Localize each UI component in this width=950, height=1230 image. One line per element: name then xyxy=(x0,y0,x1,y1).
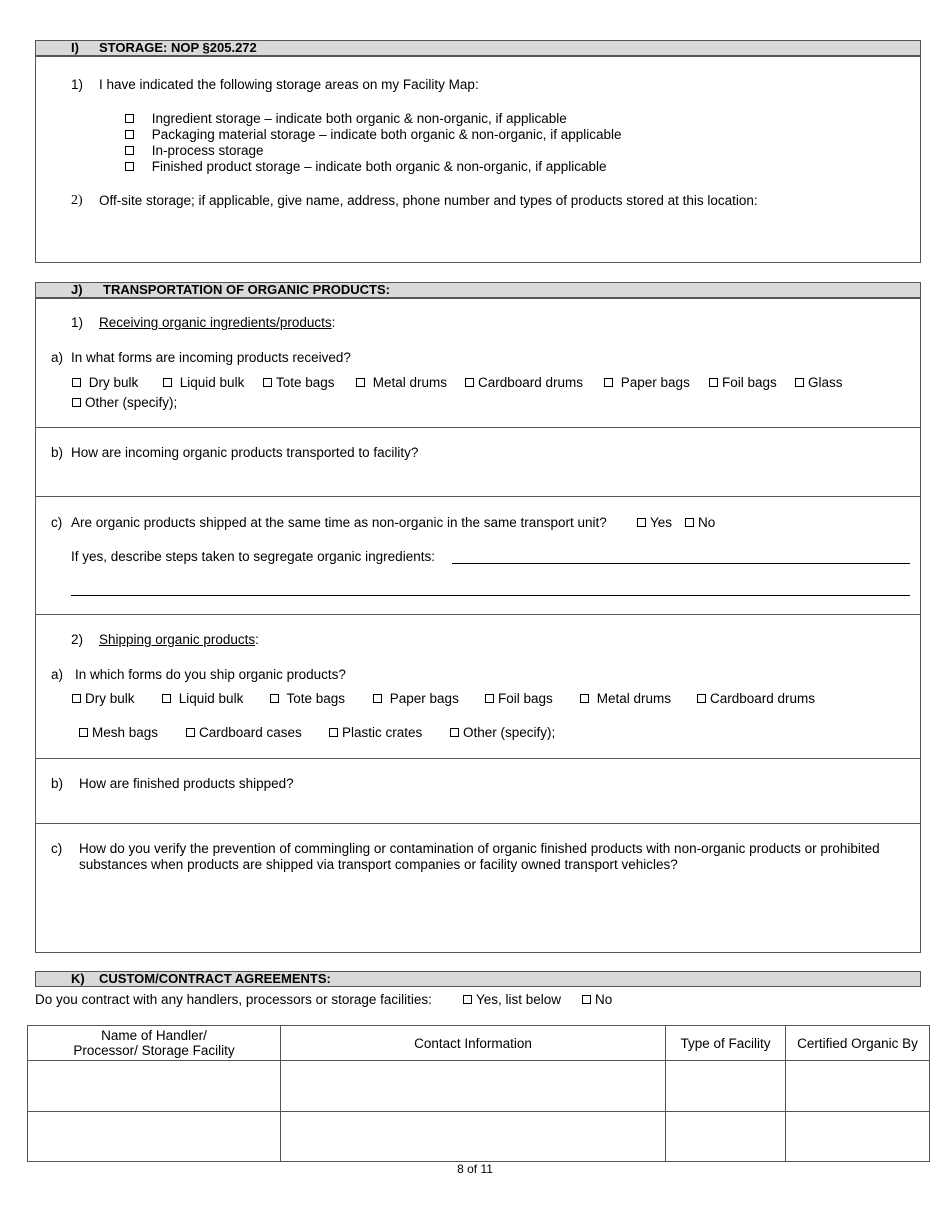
qc-no-option[interactable]: No xyxy=(685,515,715,530)
ship-form-cardboard-cases[interactable]: Cardboard cases xyxy=(186,725,302,740)
col-name-of-handler: Name of Handler/ Processor/ Storage Facility xyxy=(28,1026,281,1061)
storage-q2-text: Off-site storage; if applicable, give name, address, phone number and types of products stored at this location: xyxy=(99,193,758,208)
ship-form-metal-drums[interactable]: Metal drums xyxy=(580,691,671,706)
table-cell[interactable] xyxy=(28,1112,281,1162)
table-row xyxy=(28,1061,930,1112)
incoming-form-metal-drums[interactable]: Metal drums xyxy=(356,375,447,390)
storage-area-packaging[interactable]: Packaging material storage – indicate both organic & non-organic, if applicable xyxy=(125,127,622,142)
divider xyxy=(35,823,921,824)
incoming-form-foil-bags[interactable]: Foil bags xyxy=(709,375,777,390)
ship-form-other[interactable]: Other (specify); xyxy=(450,725,555,740)
incoming-form-other[interactable]: Other (specify); xyxy=(72,395,177,410)
shipping-heading: Shipping organic products: xyxy=(99,632,259,647)
divider xyxy=(35,496,921,497)
yes-checkbox[interactable] xyxy=(463,995,472,1004)
ship-form-tote-bags[interactable]: Tote bags xyxy=(270,691,345,706)
incoming-form-tote-bags[interactable]: Tote bags xyxy=(263,375,335,390)
receiving-qa-text: In what forms are incoming products received? xyxy=(71,350,351,365)
table-cell[interactable] xyxy=(786,1061,930,1112)
ship-form-paper-bags[interactable]: Paper bags xyxy=(373,691,459,706)
receiving-qb-text: How are incoming organic products transported to facility? xyxy=(71,445,419,460)
shipping-number: 2) xyxy=(71,632,84,647)
receiving-qb-label: b) xyxy=(51,445,64,460)
qc-followup-answer-line-2[interactable] xyxy=(71,595,910,596)
contracts-section-title: CUSTOM/CONTRACT AGREEMENTS: xyxy=(99,971,331,986)
table-cell[interactable] xyxy=(281,1061,666,1112)
shipping-qc-text-line1: How do you verify the prevention of commingling or contamination of organic finished products with non-organic products or prohibited xyxy=(79,841,880,856)
receiving-qc-text: Are organic products shipped at the same time as non-organic in the same transport unit? xyxy=(71,515,607,530)
contracts-yes-option[interactable]: Yes, list below xyxy=(463,992,561,1007)
storage-q1-text: I have indicated the following storage areas on my Facility Map: xyxy=(99,77,479,92)
contracts-section-letter: K) xyxy=(71,971,85,986)
divider xyxy=(35,427,921,428)
qc-followup-answer-line[interactable] xyxy=(452,563,910,564)
checkbox[interactable] xyxy=(186,728,195,737)
storage-section-title: STORAGE: NOP §205.272 xyxy=(99,40,257,55)
shipping-qc-text-line2: substances when products are shipped via transport companies or facility owned transport vehicles? xyxy=(79,857,678,872)
checkbox[interactable] xyxy=(72,398,81,407)
transport-section-header xyxy=(35,282,921,298)
storage-area-finished[interactable]: Finished product storage – indicate both organic & non-organic, if applicable xyxy=(125,159,607,174)
ship-form-cardboard-drums[interactable]: Cardboard drums xyxy=(697,691,815,706)
checkbox[interactable] xyxy=(356,378,365,387)
divider xyxy=(35,614,921,615)
page-number: 8 of 11 xyxy=(457,1162,493,1176)
divider xyxy=(35,758,921,759)
checkbox[interactable] xyxy=(79,728,88,737)
in-process-storage-checkbox[interactable] xyxy=(125,146,134,155)
checkbox[interactable] xyxy=(485,694,494,703)
yes-checkbox[interactable] xyxy=(637,518,646,527)
receiving-qc-label: c) xyxy=(51,515,63,530)
qc-followup-label: If yes, describe steps taken to segregate organic ingredients: xyxy=(71,549,435,564)
table-cell[interactable] xyxy=(666,1112,786,1162)
checkbox[interactable] xyxy=(604,378,613,387)
shipping-qb-text: How are finished products shipped? xyxy=(79,776,294,791)
transport-section-letter: J) xyxy=(71,282,83,297)
receiving-qa-label: a) xyxy=(51,350,64,365)
col-certified-organic-by: Certified Organic By xyxy=(786,1026,930,1061)
checkbox[interactable] xyxy=(163,378,172,387)
checkbox[interactable] xyxy=(162,694,171,703)
table-row xyxy=(28,1112,930,1162)
table-cell[interactable] xyxy=(281,1112,666,1162)
checkbox[interactable] xyxy=(580,694,589,703)
transport-section-title: TRANSPORTATION OF ORGANIC PRODUCTS: xyxy=(103,282,390,297)
storage-section-letter: I) xyxy=(71,40,79,55)
checkbox[interactable] xyxy=(465,378,474,387)
contracts-section-header xyxy=(35,971,921,987)
storage-q2-number: 2) xyxy=(71,193,83,208)
shipping-qa-label: a) xyxy=(51,667,64,682)
checkbox[interactable] xyxy=(795,378,804,387)
checkbox[interactable] xyxy=(263,378,272,387)
checkbox[interactable] xyxy=(72,378,81,387)
checkbox[interactable] xyxy=(270,694,279,703)
incoming-form-liquid-bulk[interactable]: Liquid bulk xyxy=(163,375,244,390)
no-checkbox[interactable] xyxy=(582,995,591,1004)
checkbox[interactable] xyxy=(697,694,706,703)
receiving-number: 1) xyxy=(71,315,84,330)
col-type-of-facility: Type of Facility xyxy=(666,1026,786,1061)
contracts-table xyxy=(27,1025,930,1162)
checkbox[interactable] xyxy=(329,728,338,737)
contracts-no-option[interactable]: No xyxy=(582,992,612,1007)
shipping-qc-label: c) xyxy=(51,841,63,856)
checkbox[interactable] xyxy=(72,694,81,703)
col-contact-information: Contact Information xyxy=(281,1026,666,1061)
storage-section-header xyxy=(35,40,921,56)
incoming-form-glass[interactable]: Glass xyxy=(795,375,843,390)
receiving-heading: Receiving organic ingredients/products: xyxy=(99,315,336,330)
storage-area-in-process[interactable]: In-process storage xyxy=(125,143,264,158)
ship-form-liquid-bulk[interactable]: Liquid bulk xyxy=(162,691,243,706)
ingredient-storage-checkbox[interactable] xyxy=(125,114,134,123)
ship-form-mesh-bags[interactable]: Mesh bags xyxy=(79,725,158,740)
table-cell[interactable] xyxy=(666,1061,786,1112)
incoming-form-dry-bulk[interactable]: Dry bulk xyxy=(72,375,138,390)
qc-yes-option[interactable]: Yes xyxy=(637,515,672,530)
ship-form-foil-bags[interactable]: Foil bags xyxy=(485,691,553,706)
packaging-storage-checkbox[interactable] xyxy=(125,130,134,139)
incoming-form-paper-bags[interactable]: Paper bags xyxy=(604,375,690,390)
ship-form-dry-bulk[interactable]: Dry bulk xyxy=(72,691,135,706)
checkbox[interactable] xyxy=(709,378,718,387)
shipping-qb-label: b) xyxy=(51,776,64,791)
shipping-qa-text: In which forms do you ship organic products? xyxy=(75,667,346,682)
incoming-form-cardboard-drums[interactable]: Cardboard drums xyxy=(465,375,583,390)
table-cell[interactable] xyxy=(28,1061,281,1112)
table-header-row xyxy=(28,1026,930,1061)
no-checkbox[interactable] xyxy=(685,518,694,527)
checkbox[interactable] xyxy=(373,694,382,703)
checkbox[interactable] xyxy=(450,728,459,737)
contracts-question: Do you contract with any handlers, processors or storage facilities: xyxy=(35,992,432,1007)
storage-q1-number: 1) xyxy=(71,77,84,92)
finished-storage-checkbox[interactable] xyxy=(125,162,134,171)
ship-form-plastic-crates[interactable]: Plastic crates xyxy=(329,725,422,740)
storage-area-ingredient[interactable]: Ingredient storage – indicate both organic & non-organic, if applicable xyxy=(125,111,567,126)
table-cell[interactable] xyxy=(786,1112,930,1162)
